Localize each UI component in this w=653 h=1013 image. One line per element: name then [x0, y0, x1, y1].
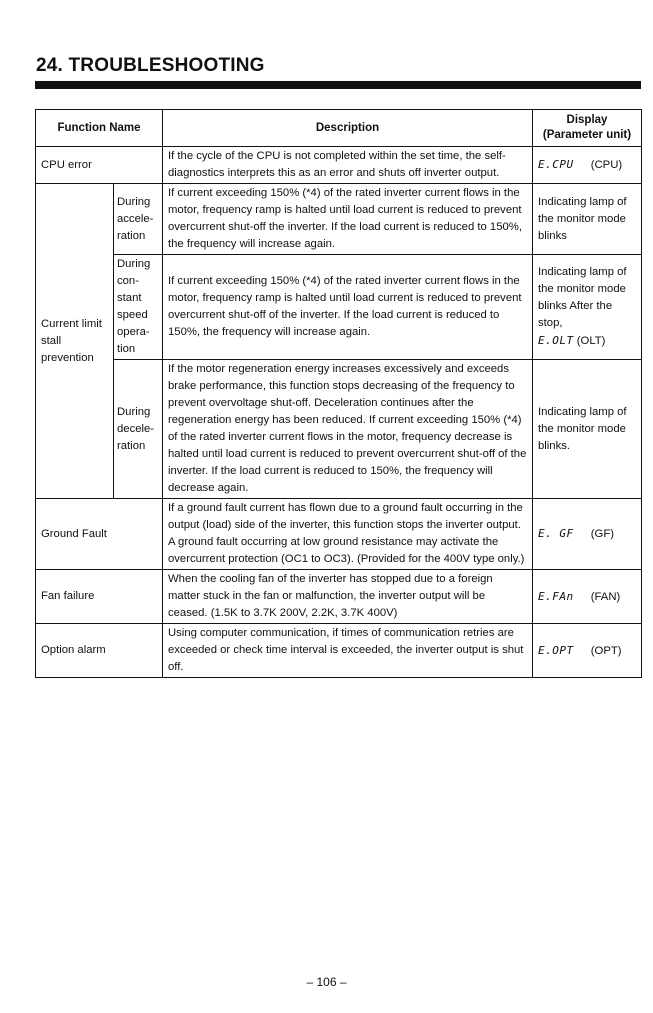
fan-failure-description: When the cooling fan of the inverter has stopped due to a foreign matter stuck in the fan or malfunction, the inverter output will be ceased. (1.5K to 3.7K 200V, 2.2K, 3.7K 400V)	[163, 570, 533, 624]
stall-constant-description: If current exceeding 150% (*4) of the rated inverter current flows in the motor, frequency ramp is halted until load current is reduced to prevent overcurrent shut-off of the inverter. If the load current is reduced to 150%, the frequency will increase again.	[163, 255, 533, 360]
cpu-error-name: CPU error	[36, 147, 163, 184]
stall-constant-display	[533, 255, 642, 360]
current-limit-name: Current limit stall prevention	[36, 184, 114, 499]
stall-constant-display-param: (OLT)	[576, 335, 606, 347]
cpu-error-display	[533, 147, 642, 184]
option-alarm-name: Option alarm	[36, 624, 163, 678]
cpu-error-display-param: (CPU)	[590, 159, 623, 171]
ground-fault-display	[533, 499, 642, 570]
fan-failure-name: Fan failure	[36, 570, 163, 624]
table-row-stall-acceleration	[36, 184, 642, 255]
header-display	[533, 110, 642, 147]
option-alarm-display-code: E.OPT	[538, 643, 574, 657]
stall-deceleration-description: If the motor regeneration energy increases excessively and exceeds brake performance, this function stops decreasing of the frequency to prevent overvoltage shut-off. Deceleration continues after the regeneration energy has been reduced. If current exceeding 150% (*4) of the rated inverter current flows in the motor, frequency decrease is halted until load current is reduced to prevent overcurrent shut-off of the inverter. If the load current is reduced to 150%, the frequency will decrease again.	[163, 360, 533, 499]
stall-deceleration-sub: During decele-ration	[114, 360, 163, 499]
stall-constant-display-text: Indicating lamp of the monitor mode blinks After the stop,	[538, 266, 627, 329]
table-row-fan-failure	[36, 570, 642, 624]
table-row-stall-constant-speed	[36, 255, 642, 360]
ground-fault-display-param: (GF)	[590, 528, 614, 540]
page-title: 24. TROUBLESHOOTING	[36, 55, 265, 76]
header-display-line2: (Parameter unit)	[542, 129, 632, 141]
table-row-cpu-error	[36, 147, 642, 184]
table-row-stall-deceleration	[36, 360, 642, 499]
ground-fault-display-code: E. GF	[538, 527, 574, 540]
cpu-error-description: If the cycle of the CPU is not completed within the set time, the self-diagnostics interprets this as an error and shuts off inverter output.	[163, 147, 533, 184]
stall-deceleration-display: Indicating lamp of the monitor mode blinks.	[533, 360, 642, 499]
table-row-ground-fault	[36, 499, 642, 570]
ground-fault-name: Ground Fault	[36, 499, 163, 570]
option-alarm-display-param: (OPT)	[590, 644, 622, 657]
stall-constant-sub: During con-stant speed opera-tion	[114, 255, 163, 360]
table-header-row	[36, 110, 642, 147]
stall-constant-display-code: E.OLT	[538, 334, 574, 347]
header-display-line1: Display	[566, 114, 608, 126]
title-rule	[35, 81, 641, 89]
stall-acceleration-sub: During accele-ration	[114, 184, 163, 255]
cpu-error-display-code: E.CPU	[538, 158, 574, 171]
fan-failure-display-code: E.FAn	[538, 589, 574, 603]
troubleshooting-table	[35, 109, 642, 678]
fan-failure-display	[533, 570, 642, 624]
ground-fault-description: If a ground fault current has flown due to a ground fault occurring in the output (load) side of the inverter, this function stops the inverter output. A ground fault occurring at low ground resistance may activate the overcurrent protection (OC1 to OC3). (Provided for the 400V type only.)	[163, 499, 533, 570]
fan-failure-display-param: (FAN)	[590, 590, 621, 603]
page-number: – 106 –	[306, 975, 347, 989]
header-description: Description	[163, 110, 533, 147]
header-function-name: Function Name	[36, 110, 163, 147]
stall-acceleration-display: Indicating lamp of the monitor mode blinks	[533, 184, 642, 255]
option-alarm-description: Using computer communication, if times of communication retries are exceeded or check time interval is exceeded, the inverter output is shut off.	[163, 624, 533, 678]
stall-acceleration-description: If current exceeding 150% (*4) of the rated inverter current flows in the motor, frequency ramp is halted until load current is reduced to prevent overcurrent shut-off the inverter. If the load current is reduced to 150%, the frequency will increase again.	[163, 184, 533, 255]
option-alarm-display	[533, 624, 642, 678]
table-row-option-alarm	[36, 624, 642, 678]
